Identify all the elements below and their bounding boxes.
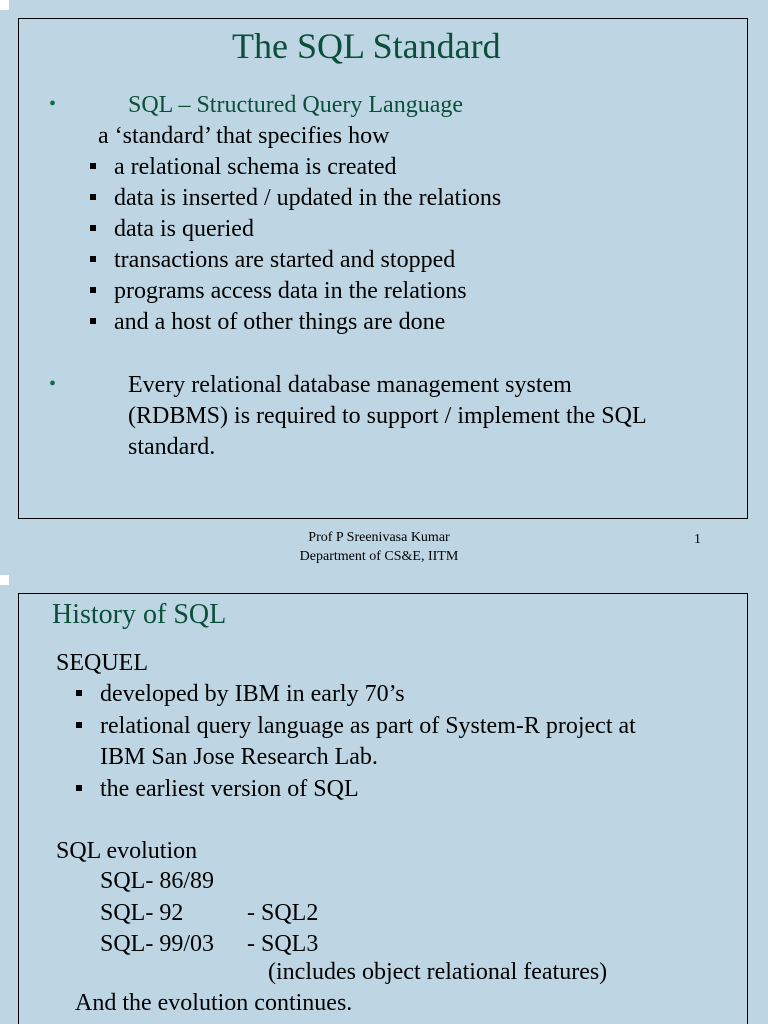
slide-1 xyxy=(18,18,748,519)
section-heading: SEQUEL xyxy=(56,650,148,676)
closing-line: And the evolution continues. xyxy=(75,990,353,1016)
version-alias: - SQL3 xyxy=(247,931,319,957)
version-name: SQL- 92 xyxy=(100,900,184,926)
version-alias: - SQL2 xyxy=(247,900,319,926)
page-number: 1 xyxy=(694,532,701,547)
square-bullet-icon xyxy=(90,194,96,200)
list-item: programs access data in the relations xyxy=(114,278,467,304)
list-item: the earliest version of SQL xyxy=(100,776,359,802)
list-item: developed by IBM in early 70’s xyxy=(100,681,405,707)
list-item: transactions are started and stopped xyxy=(114,247,456,273)
square-bullet-icon xyxy=(76,785,82,791)
square-bullet-icon xyxy=(90,256,96,262)
slide-title: History of SQL xyxy=(52,599,227,630)
paragraph-line: Every relational database management system xyxy=(128,372,572,398)
version-note: (includes object relational features) xyxy=(268,959,608,985)
footer-department: Department of CS&E, IITM xyxy=(299,549,459,564)
list-item: data is inserted / updated in the relations xyxy=(114,185,502,211)
list-item: relational query language as part of System-R project at xyxy=(100,713,636,739)
section-heading: SQL evolution xyxy=(56,838,198,864)
paragraph-line: (RDBMS) is required to support / implement the SQL xyxy=(128,403,647,429)
square-bullet-icon xyxy=(76,690,82,696)
bullet-dot-icon: • xyxy=(49,373,57,395)
square-bullet-icon xyxy=(90,163,96,169)
version-name: SQL- 99/03 xyxy=(100,931,214,957)
slide-2 xyxy=(18,593,748,1024)
footer-author: Prof P Sreenivasa Kumar xyxy=(308,530,450,545)
square-bullet-icon xyxy=(90,225,96,231)
square-bullet-icon xyxy=(90,287,96,293)
paragraph-line: standard. xyxy=(128,434,216,460)
square-bullet-icon xyxy=(76,722,82,728)
bullet-heading: SQL – Structured Query Language xyxy=(128,92,464,118)
slide-title: The SQL Standard xyxy=(232,26,501,66)
bullet-intro: a ‘standard’ that specifies how xyxy=(98,123,390,149)
list-item: data is queried xyxy=(114,216,254,242)
bullet-dot-icon: • xyxy=(49,93,57,115)
list-item-continuation: IBM San Jose Research Lab. xyxy=(100,744,378,770)
slide-corner-mark xyxy=(0,575,9,585)
list-item: a relational schema is created xyxy=(114,154,397,180)
square-bullet-icon xyxy=(90,318,96,324)
slide-corner-mark xyxy=(0,0,9,10)
slide-footer xyxy=(279,528,479,566)
list-item: and a host of other things are done xyxy=(114,309,446,335)
version-name: SQL- 86/89 xyxy=(100,868,214,894)
